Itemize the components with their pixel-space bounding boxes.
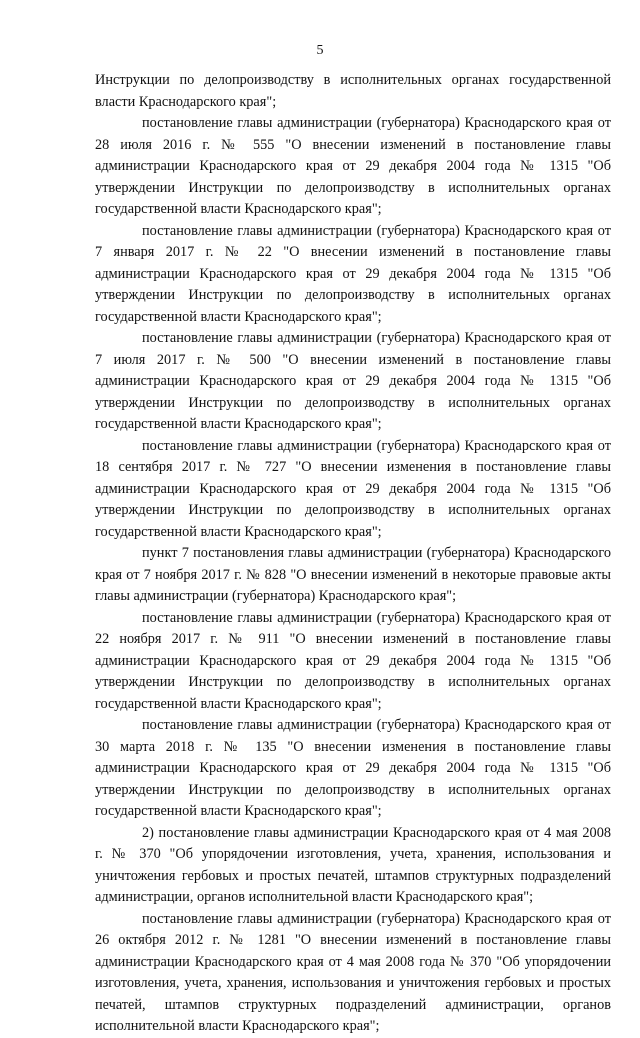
paragraph-3: постановление главы администрации (губернатора) Краснодарского края от 7 января 2017 г. № 22 "О внесении изменений в постановление главы администрации Краснодарского края от 29 декабря 2004 года № 1315 "Об утверждении Инструкции по делопроизводству в исполнительных органах государственной власти Краснодарского края";	[95, 222, 611, 325]
paragraph-4: постановление главы администрации (губернатора) Краснодарского края от 7 июля 2017 г. № 500 "О внесении изменений в постановление главы администрации Краснодарского края от 29 декабря 2004 года № 1315 "Об утверждении Инструкции по делопроизводству в исполнительных органах государственной власти Краснодарского края";	[95, 330, 611, 432]
paragraph-9: 2) постановление главы администрации Краснодарского края от 4 мая 2008 г. № 370 "Об упорядочении изготовления, учета, хранения, использования и уничтожения гербовых и простых печатей, штампов структурных подразделений администрации, органов исполнительной власти Краснодарского края";	[95, 824, 611, 905]
paragraph-10: постановление главы администрации (губернатора) Краснодарского края от 26 октября 2012 г. № 1281 "О внесении изменений в постановление главы администрации Краснодарского края от 4 мая 2008 года № 370 "Об упорядочении изготовления, учета, хранения, использования и уничтожения гербовых и простых печатей, штампов структурных подразделений администрации, органов исполнительной власти Краснодарского края";	[95, 910, 611, 1034]
document-body	[95, 70, 611, 1038]
paragraph-8: постановление главы администрации (губернатора) Краснодарского края от 30 марта 2018 г. № 135 "О внесении изменения в постановление главы администрации Краснодарского края от 29 декабря 2004 года № 1315 "Об утверждении Инструкции по делопроизводству в исполнительных органах государственной власти Краснодарского края";	[95, 717, 611, 819]
paragraph-2: постановление главы администрации (губернатора) Краснодарского края от 28 июля 2016 г. № 555 "О внесении изменений в постановление главы администрации Краснодарского края от 29 декабря 2004 года № 1315 "Об утверждении Инструкции по делопроизводству в исполнительных органах государственной власти Краснодарского края";	[95, 115, 611, 217]
paragraph-6: пункт 7 постановления главы администрации (губернатора) Краснодарского края от 7 ноября 2017 г. № 828 "О внесении изменений в некоторые правовые акты главы администрации (губернатора) Краснодарского края";	[95, 545, 611, 604]
paragraph-5: постановление главы администрации (губернатора) Краснодарского края от 18 сентября 2017 г. № 727 "О внесении изменения в постановление главы администрации Краснодарского края от 29 декабря 2004 года № 1315 "Об утверждении Инструкции по делопроизводству в исполнительных органах государственной власти Краснодарского края";	[95, 437, 611, 540]
paragraph-7: постановление главы администрации (губернатора) Краснодарского края от 22 ноября 2017 г. № 911 "О внесении изменений в постановление главы администрации Краснодарского края от 29 декабря 2004 года № 1315 "Об утверждении Инструкции по делопроизводству в исполнительных органах государственной власти Краснодарского края";	[95, 609, 611, 712]
paragraph-1: Инструкции по делопроизводству в исполнительных органах государственной власти Краснодарского края";	[95, 72, 611, 110]
page-number: 5	[316, 43, 324, 58]
